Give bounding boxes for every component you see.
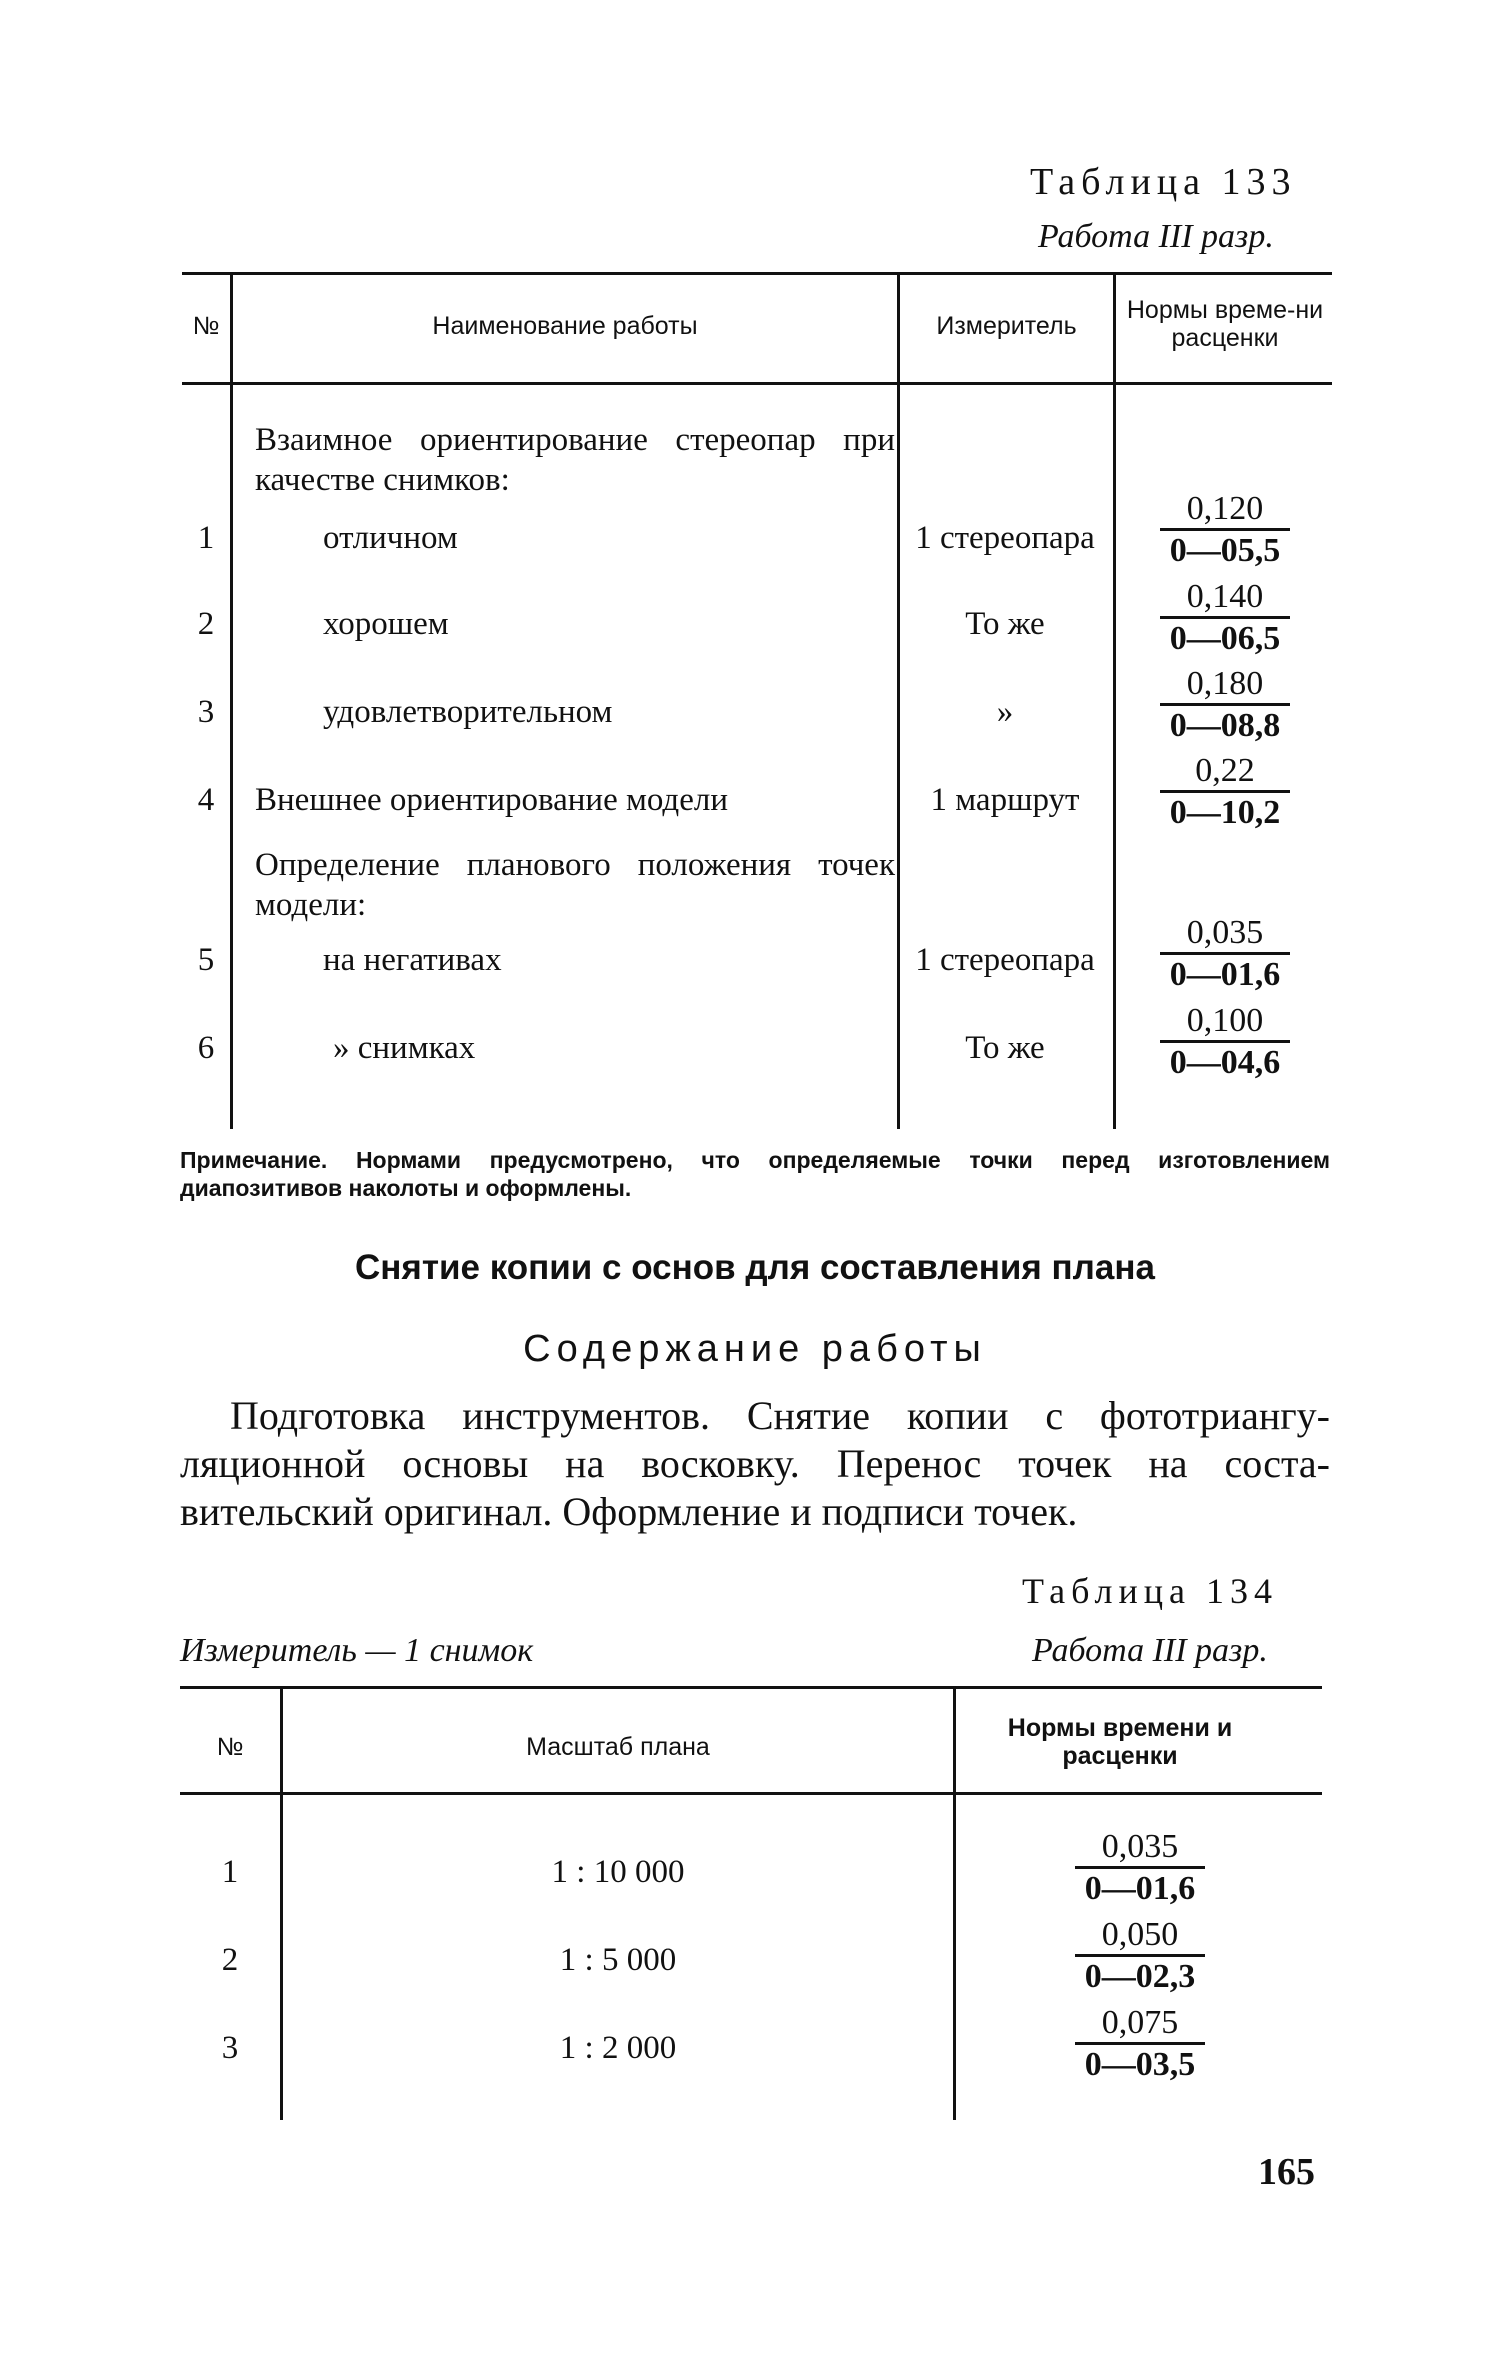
table-134-row-1-norm-time: 0,035 (1101, 1828, 1179, 1865)
table-133-header-name: Наименование работы (432, 312, 698, 340)
table-133-row-1-norm-rate: 0—05,5 (1160, 528, 1290, 570)
table-133-header-unit: Измеритель (936, 312, 1077, 340)
table-133-row-5-unit: 1 стереопара (915, 942, 1095, 978)
table-133-row-5-num: 5 (197, 942, 215, 978)
table-133-row-6-norm (1160, 1002, 1290, 1082)
table-133-row-3-norm-rate: 0—08,8 (1160, 703, 1290, 745)
table-133-row-1-num: 1 (197, 520, 215, 556)
table-133-header-num: № (192, 312, 220, 340)
table-133-row-4-num: 4 (197, 782, 215, 818)
table-134-row-2-scale: 1 : 5 000 (559, 1942, 677, 1978)
table-133-row-3-norm-time: 0,180 (1186, 665, 1264, 702)
table-134-header-rule (180, 1792, 1322, 1795)
table-133-row-1-name: отличном (323, 520, 458, 556)
table-133-row-1-norm-time: 0,120 (1186, 490, 1264, 527)
table-134-row-3-norm-time: 0,075 (1101, 2004, 1179, 2041)
table-133-row-6-num: 6 (197, 1030, 215, 1066)
table-133-row-2-norm-rate: 0—06,5 (1160, 616, 1290, 658)
table-134-unit-note: Измеритель — 1 снимок (180, 1632, 534, 1669)
table-133-row-2-num: 2 (197, 606, 215, 642)
table-133-row-4-name: Внешнее ориентирование модели (255, 782, 728, 818)
section-subtitle: Содержание работы (523, 1328, 987, 1370)
table-134-row-1-norm-rate: 0—01,6 (1075, 1866, 1205, 1908)
table-133-label: Таблица 133 (1030, 161, 1297, 203)
table-134-row-1-num: 1 (221, 1854, 239, 1890)
table-133-row-1-unit: 1 стереопара (915, 520, 1095, 556)
table-133-header-rule (182, 382, 1332, 385)
table-134-row-2-num: 2 (221, 1942, 239, 1978)
table-134-row-1-norm (1075, 1828, 1205, 1908)
table-133-row-4-unit: 1 маршрут (930, 782, 1080, 818)
table-133-group-1: Взаимное ориентирование стереопар при качестве снимков: (255, 422, 895, 498)
table-134-row-3-norm-rate: 0—03,5 (1075, 2042, 1205, 2084)
table-134-row-3-num: 3 (221, 2030, 239, 2066)
table-133-work-grade: Работа III разр. (1038, 218, 1274, 255)
table-133-row-3-norm (1160, 665, 1290, 745)
table-134-row-3-scale: 1 : 2 000 (559, 2030, 677, 2066)
table-133-group-2: Определение планового положения точек модели: (255, 847, 895, 923)
table-133-note: Примечание. Нормами предусмотрено, что определяемые точки перед изготовлением диапозитивов наколоты и оформлены. (180, 1147, 1330, 1201)
table-133-row-2-norm (1160, 578, 1290, 658)
table-133-row-2-unit: То же (965, 606, 1045, 642)
table-133-row-5-name: на негативах (323, 942, 502, 978)
table-134-row-1-scale: 1 : 10 000 (551, 1854, 685, 1890)
table-134-label: Таблица 134 (1022, 1571, 1278, 1611)
table-133-row-2-name: хорошем (323, 606, 449, 642)
table-134-top-rule (180, 1686, 1322, 1689)
table-134-row-2-norm-time: 0,050 (1101, 1916, 1179, 1953)
table-133-row-6-unit: То же (965, 1030, 1045, 1066)
table-133-row-4-norm-rate: 0—10,2 (1160, 790, 1290, 832)
table-133-row-6-norm-time: 0,100 (1186, 1002, 1264, 1039)
table-134-header-num: № (216, 1733, 244, 1761)
section-body: Подготовка инструментов. Снятие копии с фототриангу-ляционной основы на восковку. Перенос точек на соста-вительский оригинал. Оформление и подписи точек. (180, 1393, 1330, 1534)
table-133-row-6-name: » снимках (333, 1030, 476, 1066)
table-134-divider-2 (953, 1688, 956, 2120)
table-133-row-1-norm (1160, 490, 1290, 570)
table-134-header-norms: Нормы времени и расценки (1007, 1714, 1233, 1770)
table-133-row-3-name: удовлетворительном (323, 694, 613, 730)
page-number: 165 (1258, 2151, 1315, 2193)
table-133-row-4-norm-time: 0,22 (1195, 752, 1255, 789)
table-133-top-rule (182, 272, 1332, 275)
table-133-row-2-norm-time: 0,140 (1186, 578, 1264, 615)
table-134-header-scale: Масштаб плана (526, 1733, 710, 1761)
table-133-row-5-norm (1160, 914, 1290, 994)
table-133-row-6-norm-rate: 0—04,6 (1160, 1040, 1290, 1082)
table-133-row-3-num: 3 (197, 694, 215, 730)
table-134-row-3-norm (1075, 2004, 1205, 2084)
table-133-row-5-norm-time: 0,035 (1186, 914, 1264, 951)
table-133-row-5-norm-rate: 0—01,6 (1160, 952, 1290, 994)
table-134-work-grade: Работа III разр. (1032, 1632, 1268, 1669)
table-133-row-4-norm (1160, 752, 1290, 832)
table-134-row-2-norm-rate: 0—02,3 (1075, 1954, 1205, 1996)
table-133-divider-3 (1113, 274, 1116, 1129)
table-133-row-3-unit: » (996, 694, 1014, 730)
table-134-row-2-norm (1075, 1916, 1205, 1996)
section-title: Снятие копии с основ для составления плана (355, 1248, 1155, 1287)
table-133-divider-1 (230, 274, 233, 1129)
table-133-header-norms: Нормы време-ни расценки (1126, 296, 1324, 352)
